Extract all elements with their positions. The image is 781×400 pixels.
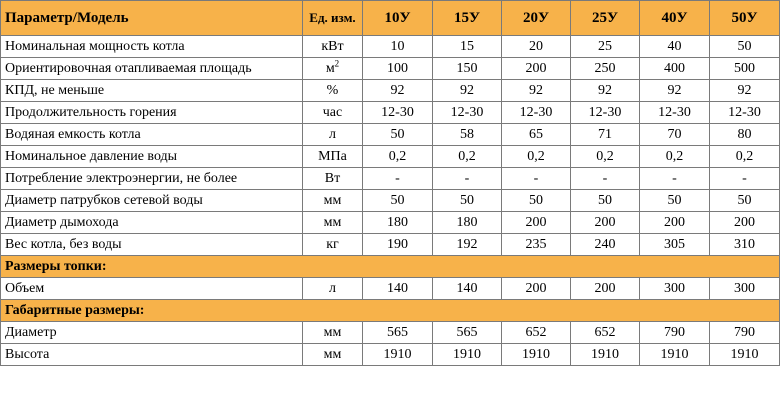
model-header-10u: 10У	[363, 1, 433, 36]
value-cell: -	[433, 168, 502, 190]
model-header-50u: 50У	[710, 1, 780, 36]
value-cell: 180	[363, 212, 433, 234]
value-cell: 200	[571, 278, 640, 300]
value-cell: -	[640, 168, 710, 190]
value-cell: 1910	[640, 344, 710, 366]
value-cell: 200	[710, 212, 780, 234]
value-cell: 65	[502, 124, 571, 146]
unit-cell	[303, 322, 363, 344]
parameter-name: Потребление электроэнергии, не более	[1, 168, 303, 190]
value-cell: 50	[710, 190, 780, 212]
value-cell: 0,2	[433, 146, 502, 168]
value-cell: 200	[640, 212, 710, 234]
value-cell: 58	[433, 124, 502, 146]
value-cell: 200	[502, 212, 571, 234]
unit-label: л	[329, 281, 336, 296]
table-row	[1, 234, 780, 256]
model-header-15u: 15У	[433, 1, 502, 36]
unit-label: кг	[326, 237, 339, 252]
unit-cell	[303, 36, 363, 58]
value-cell: 70	[640, 124, 710, 146]
value-cell: 500	[710, 58, 780, 80]
parameter-name: Номинальное давление воды	[1, 146, 303, 168]
value-cell: 1910	[433, 344, 502, 366]
value-cell: 50	[710, 36, 780, 58]
table-row	[1, 58, 780, 80]
value-cell: 140	[363, 278, 433, 300]
unit-cell	[303, 80, 363, 102]
value-cell: 12-30	[640, 102, 710, 124]
value-cell: -	[363, 168, 433, 190]
table-row	[1, 190, 780, 212]
value-cell: 0,2	[502, 146, 571, 168]
value-cell: 1910	[363, 344, 433, 366]
value-cell: 305	[640, 234, 710, 256]
value-cell: 15	[433, 36, 502, 58]
value-cell: 300	[640, 278, 710, 300]
value-cell: 150	[433, 58, 502, 80]
value-cell: 92	[363, 80, 433, 102]
section-title: Габаритные размеры:	[1, 300, 780, 322]
value-cell: 12-30	[363, 102, 433, 124]
model-header-40u: 40У	[640, 1, 710, 36]
parameter-name: КПД, не меньше	[1, 80, 303, 102]
value-cell: 92	[571, 80, 640, 102]
unit-header: Ед. изм.	[303, 1, 363, 36]
unit-cell	[303, 234, 363, 256]
unit-label: мм	[323, 325, 342, 340]
table-row	[1, 212, 780, 234]
parameter-name: Вес котла, без воды	[1, 234, 303, 256]
section-title: Размеры топки:	[1, 256, 780, 278]
value-cell: 790	[640, 322, 710, 344]
unit-cell	[303, 58, 363, 80]
unit-label: мм	[323, 215, 342, 230]
value-cell: 240	[571, 234, 640, 256]
value-cell: 92	[710, 80, 780, 102]
value-cell: -	[571, 168, 640, 190]
value-cell: 12-30	[502, 102, 571, 124]
value-cell: 652	[571, 322, 640, 344]
value-cell: 0,2	[571, 146, 640, 168]
value-cell: 565	[363, 322, 433, 344]
parameter-name: Водяная емкость котла	[1, 124, 303, 146]
value-cell: 92	[640, 80, 710, 102]
table-row	[1, 168, 780, 190]
value-cell: 565	[433, 322, 502, 344]
value-cell: 25	[571, 36, 640, 58]
unit-label: мм	[323, 347, 342, 362]
value-cell: 0,2	[640, 146, 710, 168]
unit-label: Вт	[324, 171, 341, 186]
value-cell: 400	[640, 58, 710, 80]
parameter-name: Номинальная мощность котла	[1, 36, 303, 58]
value-cell: 0,2	[710, 146, 780, 168]
value-cell: 300	[710, 278, 780, 300]
parameter-name: Объем	[1, 278, 303, 300]
value-cell: 310	[710, 234, 780, 256]
unit-superscript: 2	[334, 58, 340, 69]
value-cell: 200	[502, 278, 571, 300]
unit-label: кВт	[321, 39, 344, 54]
parameter-name: Диаметр патрубков сетевой воды	[1, 190, 303, 212]
value-cell: 50	[363, 190, 433, 212]
parameter-name: Диаметр	[1, 322, 303, 344]
value-cell: -	[502, 168, 571, 190]
section-header-row	[1, 300, 780, 322]
param-model-header: Параметр/Модель	[1, 1, 303, 36]
parameter-name: Диаметр дымохода	[1, 212, 303, 234]
table-row	[1, 102, 780, 124]
value-cell: 250	[571, 58, 640, 80]
value-cell: 50	[571, 190, 640, 212]
unit-cell	[303, 278, 363, 300]
value-cell: 200	[502, 58, 571, 80]
value-cell: 192	[433, 234, 502, 256]
value-cell: 92	[502, 80, 571, 102]
value-cell: 12-30	[571, 102, 640, 124]
unit-cell	[303, 168, 363, 190]
unit-label: МПа	[318, 149, 347, 164]
model-header-20u: 20У	[502, 1, 571, 36]
table-row	[1, 278, 780, 300]
table-row	[1, 36, 780, 58]
value-cell: 180	[433, 212, 502, 234]
value-cell: 50	[363, 124, 433, 146]
value-cell: 80	[710, 124, 780, 146]
unit-cell	[303, 124, 363, 146]
parameter-name: Высота	[1, 344, 303, 366]
table-row	[1, 146, 780, 168]
value-cell: 100	[363, 58, 433, 80]
section-header-row	[1, 256, 780, 278]
parameter-name: Продолжительность горения	[1, 102, 303, 124]
parameter-name: Ориентировочная отапливаемая площадь	[1, 58, 303, 80]
unit-cell	[303, 212, 363, 234]
value-cell: 10	[363, 36, 433, 58]
unit-label: час	[322, 105, 343, 120]
value-cell: 0,2	[363, 146, 433, 168]
value-cell: 1910	[502, 344, 571, 366]
value-cell: 1910	[571, 344, 640, 366]
table-row	[1, 322, 780, 344]
unit-label: %	[326, 83, 339, 98]
value-cell: 190	[363, 234, 433, 256]
unit-label: мм	[323, 193, 342, 208]
value-cell: 50	[502, 190, 571, 212]
value-cell: 200	[571, 212, 640, 234]
unit-label: л	[329, 127, 336, 142]
value-cell: 1910	[710, 344, 780, 366]
unit-cell	[303, 102, 363, 124]
value-cell: 140	[433, 278, 502, 300]
value-cell: 50	[640, 190, 710, 212]
unit-cell	[303, 344, 363, 366]
table-row	[1, 124, 780, 146]
value-cell: 40	[640, 36, 710, 58]
value-cell: 92	[433, 80, 502, 102]
table-row	[1, 80, 780, 102]
model-header-25u: 25У	[571, 1, 640, 36]
table-header-row	[1, 1, 780, 36]
value-cell: 652	[502, 322, 571, 344]
value-cell: 71	[571, 124, 640, 146]
value-cell: 790	[710, 322, 780, 344]
unit-label: м	[325, 61, 335, 76]
table-row	[1, 344, 780, 366]
unit-cell	[303, 146, 363, 168]
value-cell: 12-30	[433, 102, 502, 124]
value-cell: 20	[502, 36, 571, 58]
value-cell: 50	[433, 190, 502, 212]
unit-cell	[303, 190, 363, 212]
value-cell: 12-30	[710, 102, 780, 124]
value-cell: 235	[502, 234, 571, 256]
value-cell: -	[710, 168, 780, 190]
